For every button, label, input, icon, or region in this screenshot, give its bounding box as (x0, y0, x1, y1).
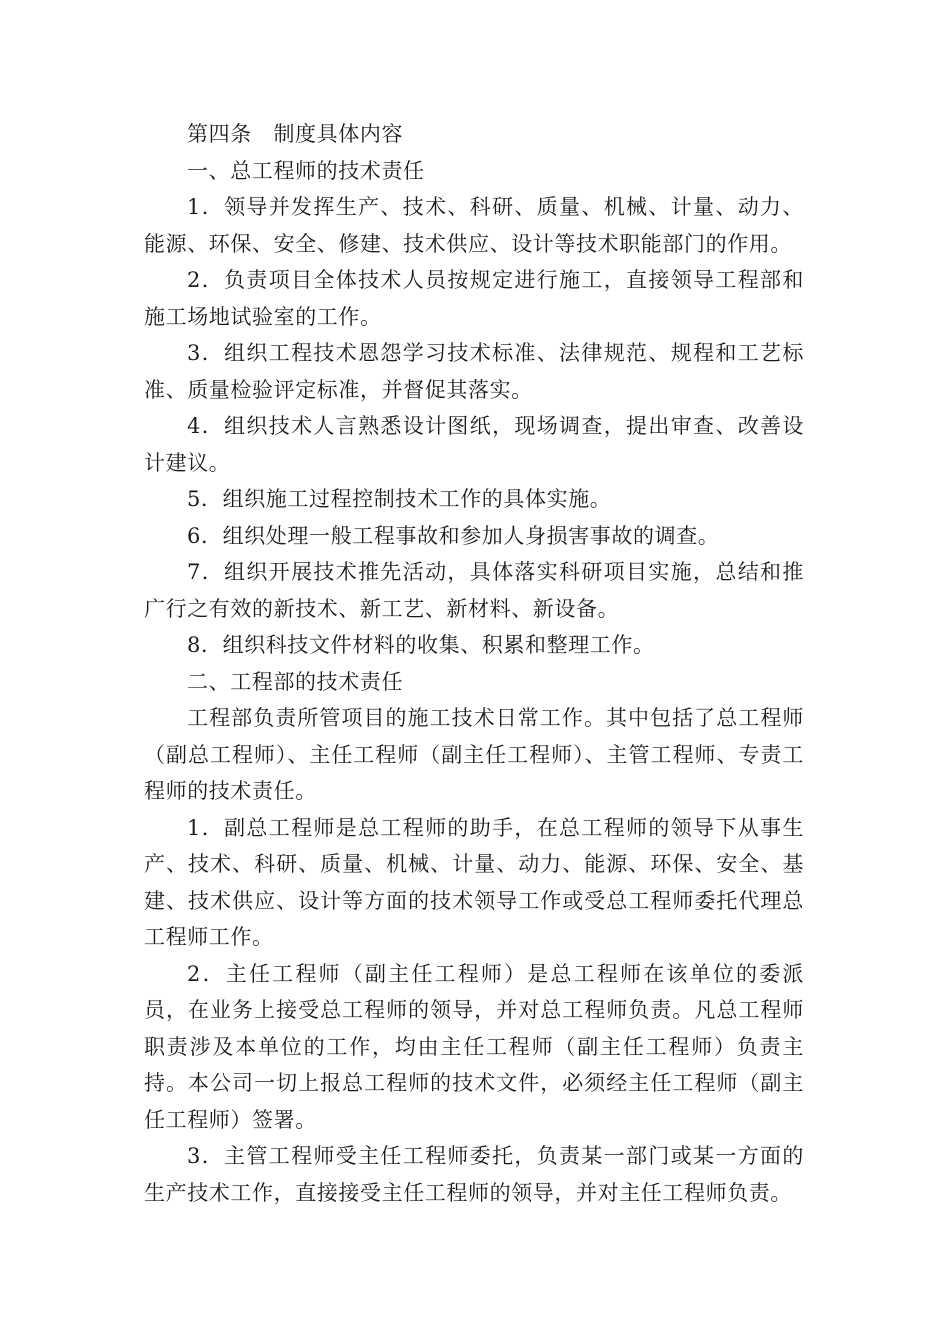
article-heading: 第四条 制度具体内容 (187, 122, 404, 146)
section-heading-engineering-dept: 二、工程部的技术责任 (187, 669, 404, 694)
list-item: 4．组织技术人言熟悉设计图纸，现场调查，提出审查、改善设计建议。 (144, 414, 804, 475)
list-item: 3．组织工程技术恩怨学习技术标准、法律规范、规程和工艺标准、质量检验评定标准，并督促其落实。 (144, 341, 804, 402)
list-item: 1．副总工程师是总工程师的助手，在总工程师的领导下从事生产、技术、科研、质量、机械、计量、动力、能源、环保、安全、基建、技术供应、设计等方面的技术领导工作或受总工程师委托代理总工程师工作。 (144, 815, 804, 949)
list-item: 2．主任工程师（副主任工程师）是总工程师在该单位的委派员，在业务上接受总工程师的领导，并对总工程师负责。凡总工程师职责涉及本单位的工作，均由主任工程师（副主任工程师）负责主持。本公司一切上报总工程师的技术文件，必须经主任工程师（副主任工程师）签署。 (144, 961, 804, 1132)
list-item: 5．组织施工过程控制技术工作的具体实施。 (187, 487, 612, 511)
list-item: 3．主管工程师受主任工程师委托，负责某一部门或某一方面的生产技术工作，直接接受主任工程师的领导，并对主任工程师负责。 (144, 1144, 804, 1205)
body-paragraph: 工程部负责所管项目的施工技术日常工作。其中包括了总工程师（副总工程师）、主任工程师（副主任工程师）、主管工程师、专责工程师的技术责任。 (144, 706, 804, 803)
list-item: 1．领导并发挥生产、技术、科研、质量、机械、计量、动力、能源、环保、安全、修建、技术供应、设计等技术职能部门的作用。 (144, 195, 804, 256)
list-item: 8．组织科技文件材料的收集、积累和整理工作。 (187, 633, 655, 657)
section-heading-chief-engineer: 一、总工程师的技术责任 (187, 158, 425, 183)
list-item: 6．组织处理一般工程事故和参加人身损害事故的调查。 (187, 523, 720, 548)
list-item: 2．负责项目全体技术人员按规定进行施工，直接领导工程部和施工场地试验室的工作。 (144, 268, 804, 329)
document-body (144, 116, 804, 1211)
list-item: 7．组织开展技术推先活动，具体落实科研项目实施，总结和推广行之有效的新技术、新工艺、新材料、新设备。 (144, 560, 804, 621)
